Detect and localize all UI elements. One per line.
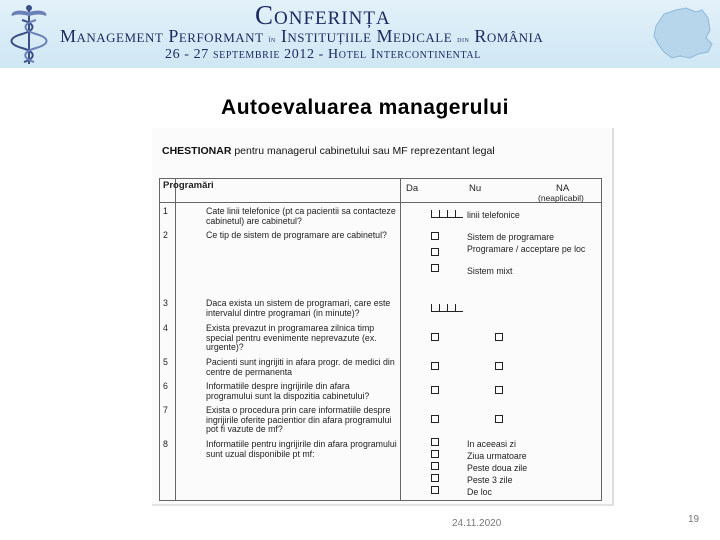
column-divider: [400, 179, 401, 500]
checkbox[interactable]: [431, 450, 439, 458]
header-divider: [160, 202, 601, 203]
questionnaire-table: [159, 178, 602, 501]
question-text: Informatiile despre ingrijirile din afara programului sunt la dispozitia cabinetului?: [206, 381, 370, 401]
answer-blanks[interactable]: [431, 304, 463, 312]
option-label: Peste doua zile: [467, 463, 528, 473]
answer-label: linii telefonice: [467, 210, 520, 220]
caduceus-icon: [6, 2, 52, 66]
checkbox[interactable]: [431, 474, 439, 482]
row-number: 3: [163, 298, 168, 308]
option-label: De loc: [467, 487, 492, 497]
banner-subtitle-din: din: [457, 34, 470, 44]
question-text: Ce tip de sistem de programare are cabinetul?: [206, 230, 387, 240]
banner-subtitle-b: Instituțiile Medicale: [280, 26, 453, 46]
question-text: Pacienti sunt ingrijiti in afara progr. de medici din centre de permanenta: [206, 357, 395, 377]
banner-subtitle-in: în: [268, 34, 276, 44]
question-text: Cate linii telefonice (pt ca pacientii sa contacteze cabinetul) are cabinetul?: [206, 206, 396, 226]
banner-title: Conferința: [255, 0, 391, 30]
row-number: 6: [163, 381, 168, 391]
col-nu-header: Nu: [469, 183, 482, 194]
checkbox[interactable]: [431, 438, 439, 446]
option-label: Sistem mixt: [467, 266, 513, 276]
question-text: Informatiile pentru ingrijirile din afara programului sunt uzual disponibile pt mf:: [206, 439, 397, 459]
row-number: 2: [163, 230, 168, 240]
option-label: Peste 3 zile: [467, 475, 513, 485]
questionnaire-heading-bold: CHESTIONAR: [162, 145, 232, 157]
banner-subtitle: [60, 26, 543, 47]
checkbox-nu[interactable]: [495, 362, 503, 370]
column-divider: [175, 179, 176, 500]
option-label: Programare / acceptare pe loc: [467, 244, 586, 254]
option-label: In aceeasi zi: [467, 439, 516, 449]
question-text: Exista prevazut in programarea zilnica timp special pentru evenimente neprevazute (ex. urgente)?: [206, 323, 377, 353]
conference-banner: [0, 0, 720, 68]
col-na-header: NA: [556, 183, 570, 194]
banner-subtitle-a: Management Performant: [60, 26, 264, 46]
col-da-header: Da: [406, 183, 419, 194]
row-number: 7: [163, 405, 168, 415]
checkbox-nu[interactable]: [495, 386, 503, 394]
option-label: Ziua urmatoare: [467, 451, 527, 461]
banner-subtitle-c: România: [474, 26, 544, 46]
checkbox-da[interactable]: [431, 386, 439, 394]
row-number: 5: [163, 357, 168, 367]
checkbox[interactable]: [431, 232, 439, 240]
question-text: Exista o procedura prin care informatiile despre ingrijirile oferite pacientior din afara programului pot fi vazute de mf?: [206, 405, 392, 435]
questionnaire-scan: [152, 128, 614, 506]
checkbox-nu[interactable]: [495, 333, 503, 341]
romania-map-icon: [650, 4, 716, 64]
row-number: 4: [163, 323, 168, 333]
option-label: Sistem de programare: [467, 232, 555, 242]
page-number: 19: [688, 514, 700, 525]
checkbox-da[interactable]: [431, 333, 439, 341]
questionnaire-heading-rest: pentru managerul cabinetului sau MF reprezentant legal: [234, 145, 495, 157]
banner-event-line: 26 - 27 septembrie 2012 - Hotel Intercontinental: [165, 47, 481, 62]
checkbox[interactable]: [431, 486, 439, 494]
checkbox[interactable]: [431, 248, 439, 256]
questionnaire-heading: [162, 145, 495, 157]
row-number: 1: [163, 206, 168, 216]
checkbox-da[interactable]: [431, 415, 439, 423]
checkbox[interactable]: [431, 264, 439, 272]
checkbox-nu[interactable]: [495, 415, 503, 423]
footer-date: 24.11.2020: [452, 518, 502, 529]
checkbox-da[interactable]: [431, 362, 439, 370]
question-text: Daca exista un sistem de programari, care este intervalul dintre programari (in minute)?: [206, 298, 391, 318]
section-header: Programări: [163, 180, 214, 191]
checkbox[interactable]: [431, 462, 439, 470]
col-na-note: (neaplicabil): [538, 193, 584, 203]
slide-title: Autoevaluarea managerului: [221, 96, 509, 119]
row-number: 8: [163, 439, 168, 449]
answer-blanks[interactable]: [431, 210, 463, 218]
